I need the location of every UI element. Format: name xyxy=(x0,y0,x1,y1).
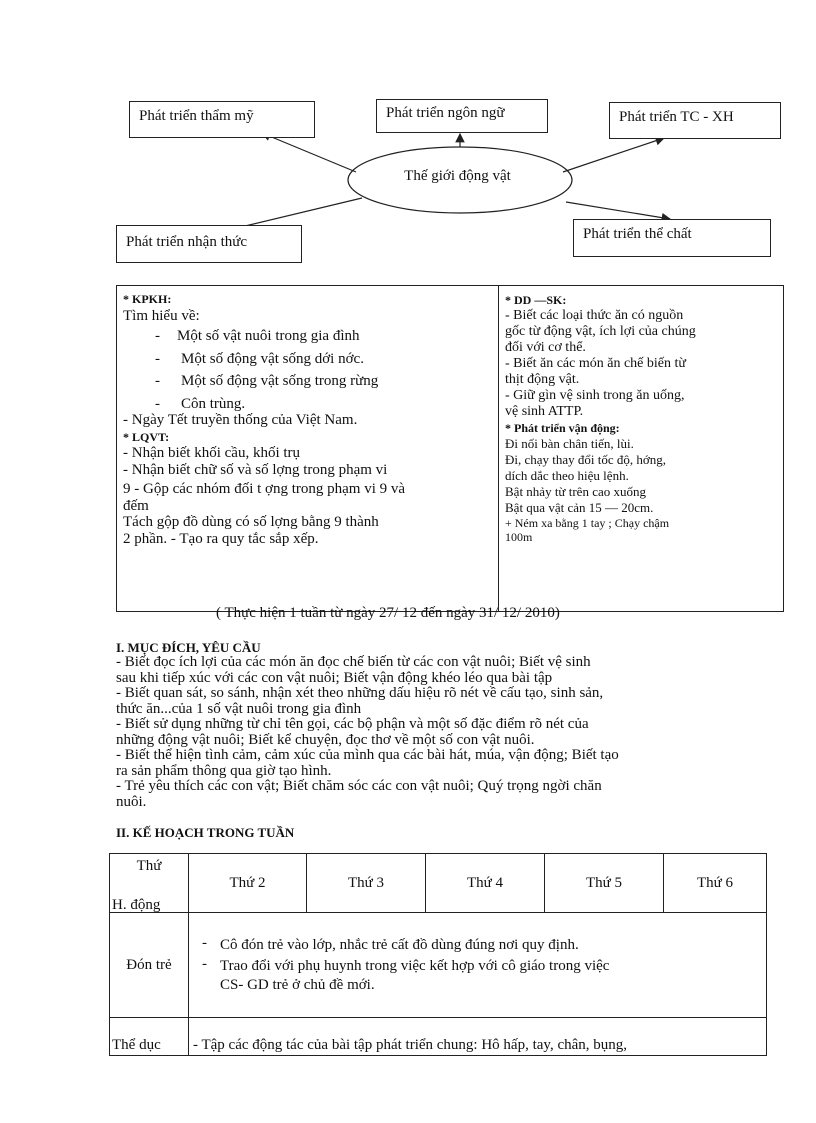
arrow-to-tham-my xyxy=(262,133,356,172)
corner-cell xyxy=(110,854,189,913)
topic-item: - Một số vật nuôi trong gia đình xyxy=(155,328,360,344)
goal-line: nuôi. xyxy=(116,793,147,810)
kpkh-lqvt-panel xyxy=(116,285,500,612)
lqvt-line: 9 - Gộp các nhóm đối t ợng trong phạm vi 9 và xyxy=(123,481,406,497)
section-2-title: II. KẾ HOẠCH TRONG TUẦN xyxy=(116,825,295,840)
corner-top-label: Thứ xyxy=(136,858,162,874)
day-header: Thứ 2 xyxy=(189,854,307,913)
node-tc-xh: Phát triển TC - XH xyxy=(609,102,781,139)
dd-line: - Biết ăn các món ăn chế biến từ xyxy=(505,356,686,371)
kpkh-intro: Tìm hiểu về: xyxy=(123,307,200,324)
table-row xyxy=(110,913,767,1018)
lqvt-title: * LQVT: xyxy=(123,429,170,444)
holiday-line: - Ngày Tết truyền thống của Việt Nam. xyxy=(123,412,358,428)
dd-line: đối với cơ thể. xyxy=(505,340,586,355)
lqvt-line: - Nhận biết khối cầu, khối trụ xyxy=(123,445,301,461)
weekly-plan-table xyxy=(109,853,767,1056)
vd-line: Đi nối bàn chân tiến, lùi. xyxy=(505,436,634,451)
topic-item: - Côn trùng. xyxy=(155,395,246,412)
dd-line: vệ sinh ATTP. xyxy=(505,404,584,419)
goal-line: sau khi tiếp xúc với các con vật nuôi; Biết vận động khéo léo qua bài tập xyxy=(116,669,553,686)
topic-item: - Một số động vật sống trong rừng xyxy=(155,373,379,389)
node-tham-my: Phát triển thẩm mỹ xyxy=(129,101,315,138)
arrow-to-the-chat xyxy=(566,202,670,219)
vd-line: dích dắc theo hiệu lệnh. xyxy=(505,468,629,483)
dd-line: - Giữ gìn vệ sinh trong ăn uống, xyxy=(505,388,685,403)
lqvt-line: Tách gộp đồ dùng có số lợng bằng 9 thành xyxy=(123,514,379,530)
vd-line: 100m xyxy=(505,530,533,544)
node-ngon-ngu: Phát triển ngôn ngữ xyxy=(376,99,548,133)
don-tre-content xyxy=(189,913,767,1018)
goal-line: - Trẻ yêu thích các con vật; Biết chăm sóc các con vật nuôi; Quý trọng ngời chăn xyxy=(116,778,602,794)
kpkh-title: * KPKH: xyxy=(123,292,172,306)
dd-sk-panel xyxy=(498,285,784,612)
day-header: Thứ 4 xyxy=(426,854,545,913)
goal-line: những động vật nuôi; Biết kể chuyện, đọc thơ về một số con vật nuôi. xyxy=(116,731,535,748)
goal-line: ra sản phẩm thông qua giờ tạo hình. xyxy=(116,762,332,779)
dd-line: - Biết các loại thức ăn có nguồn xyxy=(505,308,684,323)
the-duc-content: - Tập các động tác của bài tập phát triển chung: Hô hấp, tay, chân, bụng, xyxy=(189,1018,767,1056)
goals-list xyxy=(116,655,766,810)
dd-title: * DD —SK: xyxy=(505,293,567,307)
corner-bottom-label: H. động xyxy=(112,897,161,913)
lqvt-line: đếm xyxy=(123,497,149,514)
vd-title: * Phát triển vận động: xyxy=(505,421,620,435)
goal-line: - Biết quan sát, so sánh, nhận xét theo những dấu hiệu rõ nét về cấu tạo, sinh sản, xyxy=(116,685,604,701)
list-item-continuation: CS- GD trẻ ở chủ đề mới. xyxy=(220,976,375,993)
list-item: - Cô đón trẻ vào lớp, nhắc trẻ cất đồ dùng đúng nơi quy định. xyxy=(190,936,765,955)
node-nhan-thuc: Phát triển nhận thức xyxy=(116,225,302,263)
vd-line: Đi, chạy thay đổi tốc độ, hớng, xyxy=(505,452,667,467)
day-header: Thứ 3 xyxy=(307,854,426,913)
topic-item: - Một số động vật sống dới nớc. xyxy=(155,350,364,367)
date-range: ( Thực hiện 1 tuần từ ngày 27/ 12 đến ngày 31/ 12/ 2010) xyxy=(216,605,560,621)
arrow-to-tc-xh xyxy=(563,138,664,172)
vd-line: Bật nhảy từ trên cao xuống xyxy=(505,484,646,499)
goal-line: thức ăn...của 1 số vật nuôi trong gia đình xyxy=(116,700,362,717)
goal-line: - Biết thể hiện tình cảm, cảm xúc của mình qua các bài hát, múa, vận động; Biết tạo xyxy=(116,747,619,763)
row-label-don-tre: Đón trẻ xyxy=(110,913,189,1018)
goal-line: - Biết sử dụng những từ chỉ tên gọi, các bộ phận và một số đặc điểm rõ nét của xyxy=(116,716,589,732)
vd-line: Bật qua vật cản 15 — 20cm. xyxy=(505,500,654,515)
table-row xyxy=(110,1018,767,1056)
goal-line: - Biết đọc ích lợi của các món ăn đọc chế biến từ các con vật nuôi; Biết vệ sinh xyxy=(116,654,591,670)
row-label-the-duc: Thể dục xyxy=(110,1018,189,1056)
lqvt-line: - Nhận biết chữ số và số lợng trong phạm vi xyxy=(123,461,388,478)
day-header: Thứ 6 xyxy=(664,854,767,913)
dd-line: thịt động vật. xyxy=(505,372,580,387)
list-item: - Trao đổi với phụ huynh trong việc kết hợp với cô giáo trong việc xyxy=(190,957,765,976)
node-the-chat: Phát triển thể chất xyxy=(573,219,771,257)
mindmap-center: Thế giới động vật xyxy=(404,168,511,184)
vd-line: + Ném xa bằng 1 tay ; Chạy chậm xyxy=(505,516,670,530)
table-header-row xyxy=(110,854,767,913)
day-header: Thứ 5 xyxy=(545,854,664,913)
dd-line: gốc từ động vật, ích lợi của chúng xyxy=(505,324,696,339)
section-1-title: I. MỤC ĐÍCH, YÊU CẦU xyxy=(116,640,261,655)
lqvt-line: 2 phần. - Tạo ra quy tắc sắp xếp. xyxy=(123,530,319,547)
